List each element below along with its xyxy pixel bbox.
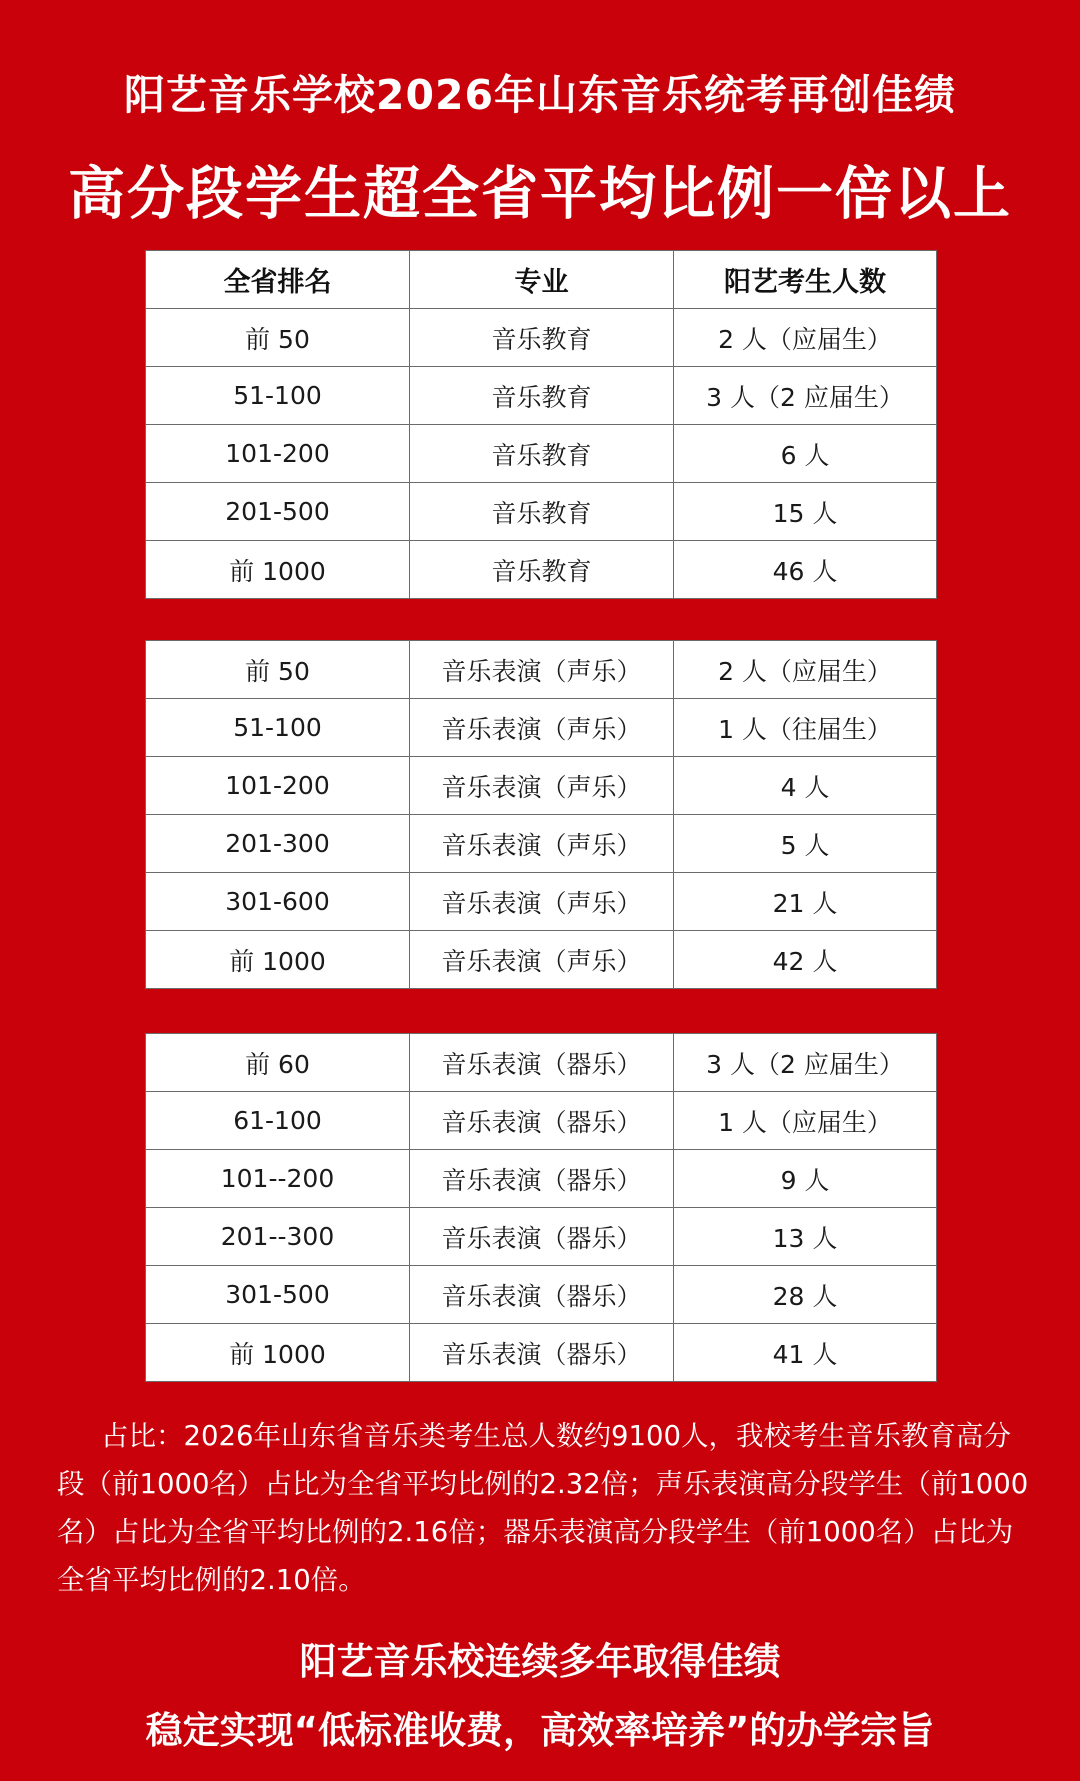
header-major: 专业: [410, 251, 674, 309]
table-row: [146, 641, 937, 699]
table-row: [146, 757, 937, 815]
cell-count: 2 人（应届生）: [674, 309, 937, 367]
table-header-row: [146, 251, 937, 309]
cell-count: 1 人（应届生）: [674, 1092, 937, 1150]
cell-major: 音乐教育: [410, 425, 674, 483]
cell-major: 音乐教育: [410, 367, 674, 425]
cell-rank: 61-100: [146, 1092, 410, 1150]
cell-rank: 301-600: [146, 873, 410, 931]
cell-rank: 201--300: [146, 1208, 410, 1266]
subheadline: 高分段学生超全省平均比例一倍以上: [68, 161, 1012, 227]
cell-rank: 201-300: [146, 815, 410, 873]
table-row: [146, 931, 937, 989]
table-row: [146, 1034, 937, 1092]
cell-rank: 101--200: [146, 1150, 410, 1208]
cell-major: 音乐表演（声乐）: [410, 815, 674, 873]
cell-count: 1 人（往届生）: [674, 699, 937, 757]
header-count: 阳艺考生人数: [674, 251, 937, 309]
cell-count: 46 人: [674, 541, 937, 599]
cell-count: 3 人（2 应届生）: [674, 367, 937, 425]
cell-rank: 前 50: [146, 309, 410, 367]
cell-count: 3 人（2 应届生）: [674, 1034, 937, 1092]
table-row: [146, 1266, 937, 1324]
cell-count: 41 人: [674, 1324, 937, 1382]
cell-rank: 201-500: [146, 483, 410, 541]
cell-major: 音乐表演（声乐）: [410, 699, 674, 757]
cell-count: 4 人: [674, 757, 937, 815]
cell-major: 音乐表演（声乐）: [410, 931, 674, 989]
cell-count: 6 人: [674, 425, 937, 483]
table-row: [146, 425, 937, 483]
cell-count: 2 人（应届生）: [674, 641, 937, 699]
cell-major: 音乐表演（器乐）: [410, 1324, 674, 1382]
cell-rank: 前 1000: [146, 541, 410, 599]
cell-count: 21 人: [674, 873, 937, 931]
instrumental-performance-table: [145, 1033, 937, 1382]
table-row: [146, 815, 937, 873]
table-row: [146, 483, 937, 541]
table-row: [146, 699, 937, 757]
cell-count: 9 人: [674, 1150, 937, 1208]
cell-count: 13 人: [674, 1208, 937, 1266]
cell-major: 音乐教育: [410, 309, 674, 367]
cell-rank: 前 1000: [146, 1324, 410, 1382]
table-row: [146, 367, 937, 425]
headline: 阳艺音乐学校2026年山东音乐统考再创佳绩: [123, 71, 957, 119]
cell-rank: 101-200: [146, 425, 410, 483]
cell-rank: 101-200: [146, 757, 410, 815]
cell-count: 42 人: [674, 931, 937, 989]
cell-major: 音乐表演（器乐）: [410, 1092, 674, 1150]
cell-major: 音乐表演（器乐）: [410, 1150, 674, 1208]
table-row: [146, 1324, 937, 1382]
cell-major: 音乐表演（声乐）: [410, 641, 674, 699]
cell-rank: 51-100: [146, 367, 410, 425]
table-row: [146, 1092, 937, 1150]
cell-rank: 前 50: [146, 641, 410, 699]
table-row: [146, 1150, 937, 1208]
cell-rank: 前 60: [146, 1034, 410, 1092]
cell-count: 15 人: [674, 483, 937, 541]
cell-rank: 前 1000: [146, 931, 410, 989]
vocal-performance-table: [145, 640, 937, 989]
cell-count: 28 人: [674, 1266, 937, 1324]
table-row: [146, 873, 937, 931]
cell-major: 音乐表演（声乐）: [410, 873, 674, 931]
cell-major: 音乐表演（器乐）: [410, 1266, 674, 1324]
slogan-line-1: 阳艺音乐校连续多年取得佳绩: [299, 1640, 781, 1683]
music-education-table: [145, 250, 937, 599]
cell-major: 音乐教育: [410, 541, 674, 599]
cell-count: 5 人: [674, 815, 937, 873]
table-row: [146, 1208, 937, 1266]
table-row: [146, 541, 937, 599]
header-rank: 全省排名: [146, 251, 410, 309]
slogan-line-2: 稳定实现“低标准收费，高效率培养”的办学宗旨: [145, 1709, 935, 1752]
cell-major: 音乐教育: [410, 483, 674, 541]
ratio-paragraph: 占比：2026年山东省音乐类考生总人数约9100人，我校考生音乐教育高分段（前1000名）占比为全省平均比例的2.32倍；声乐表演高分段学生（前1000名）占比为全省平均比例的2.16倍；器乐表演高分段学生（前1000名）占比为全省平均比例的2.10倍。: [57, 1420, 1029, 1596]
table-row: [146, 309, 937, 367]
cell-major: 音乐表演（声乐）: [410, 757, 674, 815]
cell-rank: 301-500: [146, 1266, 410, 1324]
cell-major: 音乐表演（器乐）: [410, 1208, 674, 1266]
cell-major: 音乐表演（器乐）: [410, 1034, 674, 1092]
cell-rank: 51-100: [146, 699, 410, 757]
